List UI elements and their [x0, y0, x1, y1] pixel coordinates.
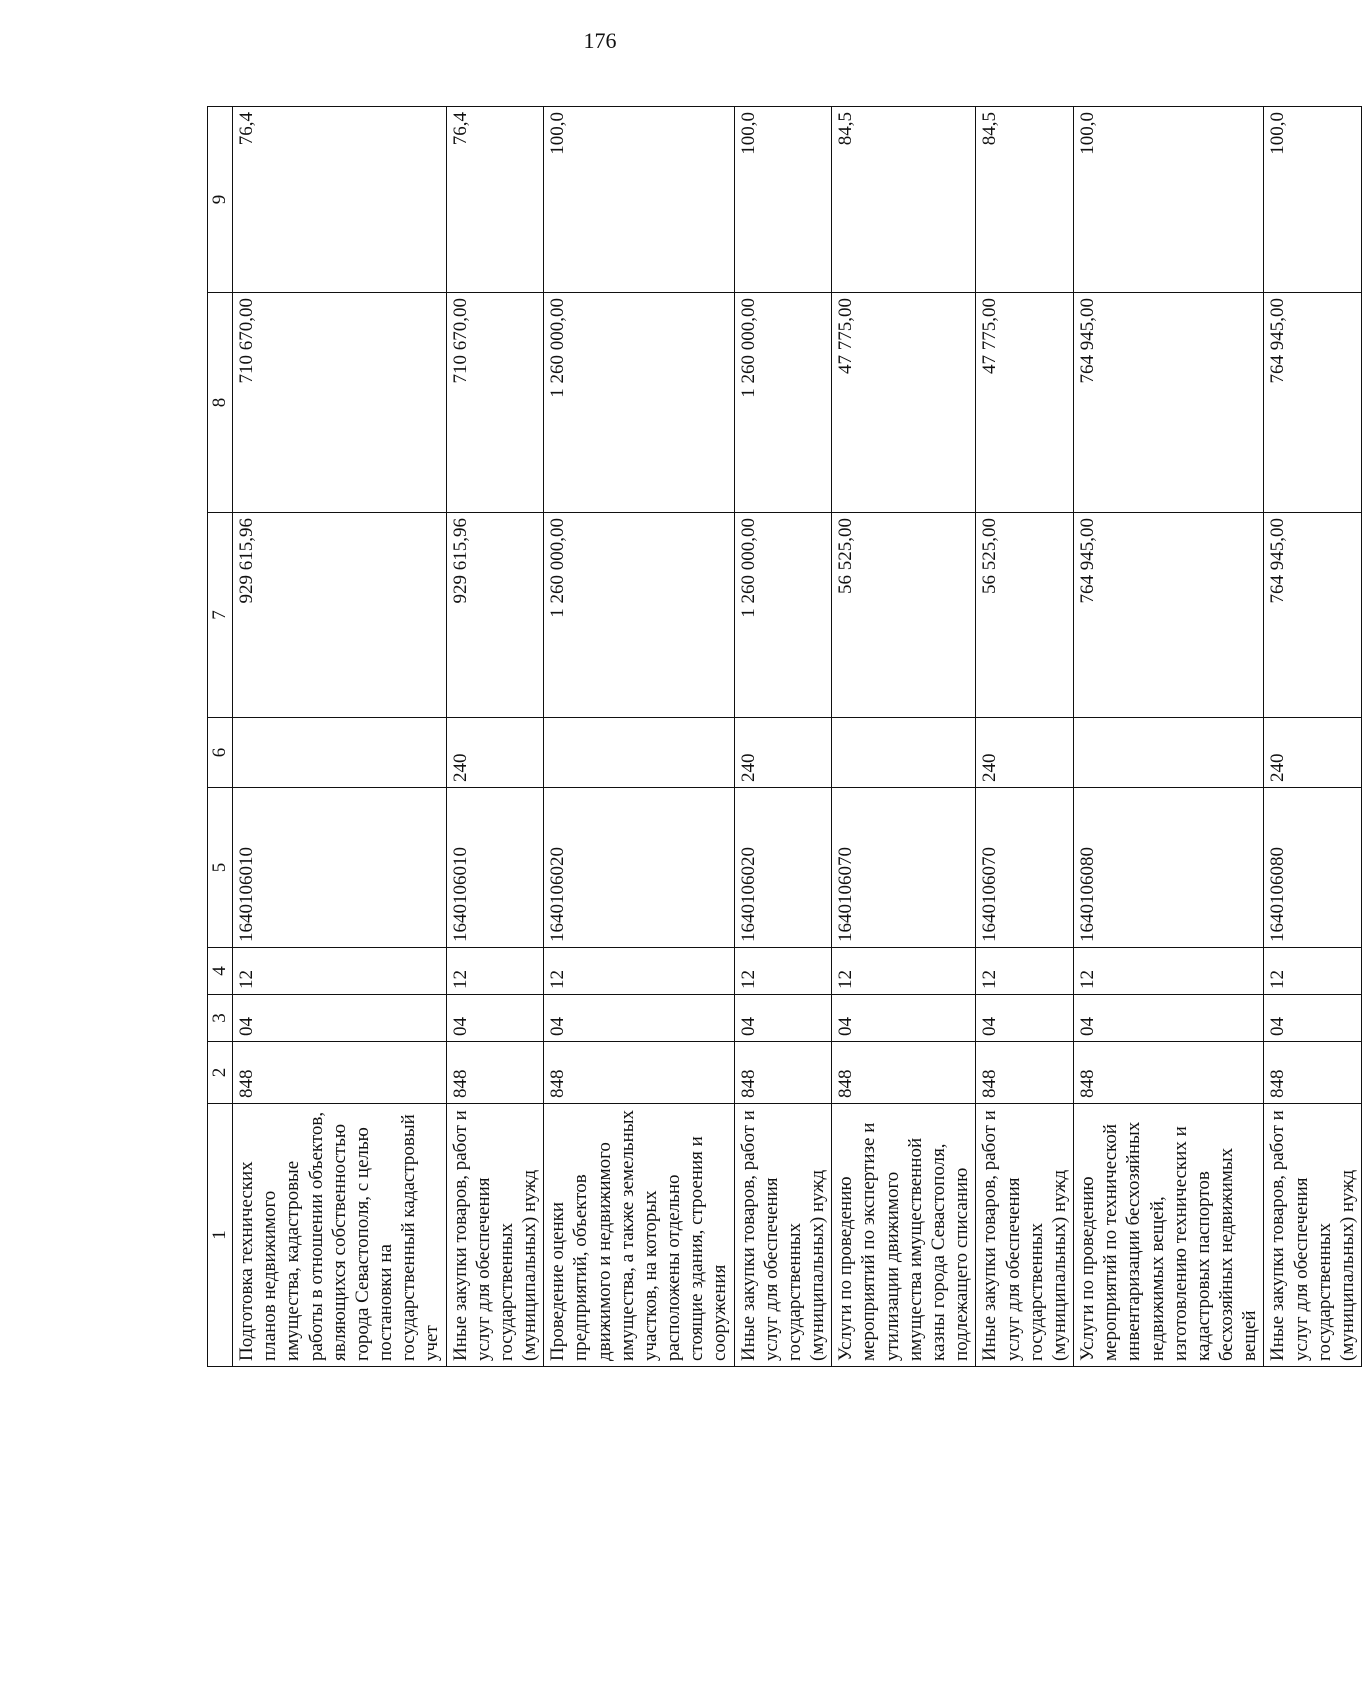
table-row [832, 107, 976, 1367]
cell-col9: 100,0 [544, 107, 734, 293]
row-description: Иные закупки товаров, работ и услуг для обеспечения государственных (муниципальных) нужд [734, 1104, 832, 1367]
table-row [446, 107, 544, 1367]
rotated-table-container [207, 107, 1358, 1367]
cell-col4: 12 [832, 948, 976, 995]
cell-col6 [1074, 718, 1264, 788]
budget-table [207, 106, 1362, 1367]
cell-col3: 04 [1074, 995, 1264, 1042]
cell-col2: 848 [446, 1042, 544, 1104]
cell-col4: 12 [233, 948, 447, 995]
cell-col4: 12 [1074, 948, 1264, 995]
row-description: Иные закупки товаров, работ и услуг для обеспечения государственных (муниципальных) нужд [446, 1104, 544, 1367]
cell-col5: 1640106070 [976, 788, 1074, 948]
cell-col8: 1 260 000,00 [734, 293, 832, 513]
cell-col4: 12 [734, 948, 832, 995]
cell-col6 [832, 718, 976, 788]
cell-col8: 47 775,00 [976, 293, 1074, 513]
cell-col9: 76,4 [446, 107, 544, 293]
cell-col7: 1 260 000,00 [544, 513, 734, 718]
cell-col2: 848 [233, 1042, 447, 1104]
cell-col3: 04 [544, 995, 734, 1042]
cell-col6: 240 [446, 718, 544, 788]
cell-col4: 12 [976, 948, 1074, 995]
cell-col9: 84,5 [976, 107, 1074, 293]
cell-col8: 764 945,00 [1074, 293, 1264, 513]
cell-col5: 1640106080 [1264, 788, 1362, 948]
cell-col7: 56 525,00 [832, 513, 976, 718]
cell-col6 [544, 718, 734, 788]
cell-col7: 1 260 000,00 [734, 513, 832, 718]
cell-col8: 47 775,00 [832, 293, 976, 513]
cell-col7: 56 525,00 [976, 513, 1074, 718]
cell-col8: 710 670,00 [233, 293, 447, 513]
cell-col5: 1640106080 [1074, 788, 1264, 948]
cell-col2: 848 [1074, 1042, 1264, 1104]
cell-col9: 100,0 [1264, 107, 1362, 293]
cell-col3: 04 [233, 995, 447, 1042]
column-header-9: 9 [208, 107, 233, 293]
cell-col3: 04 [446, 995, 544, 1042]
cell-col6: 240 [1264, 718, 1362, 788]
cell-col7: 929 615,96 [446, 513, 544, 718]
table-row [233, 107, 447, 1367]
cell-col8: 1 260 000,00 [544, 293, 734, 513]
header-row [208, 107, 233, 1367]
row-description: Проведение оценки предприятий, объектов движимого и недвижимого имущества, а также земельных участков, на которых расположены отдельно стоящие здания, строения и сооружения [544, 1104, 734, 1367]
cell-col2: 848 [976, 1042, 1074, 1104]
cell-col9: 100,0 [734, 107, 832, 293]
cell-col6: 240 [734, 718, 832, 788]
column-header-8: 8 [208, 293, 233, 513]
cell-col9: 76,4 [233, 107, 447, 293]
row-description: Иные закупки товаров, работ и услуг для обеспечения государственных (муниципальных) нужд [976, 1104, 1074, 1367]
cell-col5: 1640106070 [832, 788, 976, 948]
cell-col9: 84,5 [832, 107, 976, 293]
cell-col5: 1640106010 [233, 788, 447, 948]
table-header [208, 107, 233, 1367]
cell-col9: 100,0 [1074, 107, 1264, 293]
column-header-5: 5 [208, 788, 233, 948]
cell-col8: 764 945,00 [1264, 293, 1362, 513]
table-row [976, 107, 1074, 1367]
page-number: 176 [583, 28, 617, 53]
cell-col4: 12 [1264, 948, 1362, 995]
table-row [1264, 107, 1362, 1367]
table-row [544, 107, 734, 1367]
row-description: Услуги по проведению мероприятий по экспертизе и утилизации движимого имущества имущественной казны города Севастополя, подлежащего списанию [832, 1104, 976, 1367]
cell-col8: 710 670,00 [446, 293, 544, 513]
cell-col2: 848 [544, 1042, 734, 1104]
cell-col2: 848 [832, 1042, 976, 1104]
column-header-7: 7 [208, 513, 233, 718]
column-header-4: 4 [208, 948, 233, 995]
column-header-1: 1 [208, 1104, 233, 1367]
cell-col5: 1640106010 [446, 788, 544, 948]
table-row [734, 107, 832, 1367]
cell-col4: 12 [544, 948, 734, 995]
table-row [1074, 107, 1264, 1367]
table-body [233, 107, 1362, 1367]
column-header-2: 2 [208, 1042, 233, 1104]
cell-col5: 1640106020 [734, 788, 832, 948]
cell-col3: 04 [734, 995, 832, 1042]
column-header-3: 3 [208, 995, 233, 1042]
cell-col7: 929 615,96 [233, 513, 447, 718]
cell-col3: 04 [832, 995, 976, 1042]
cell-col3: 04 [1264, 995, 1362, 1042]
cell-col2: 848 [734, 1042, 832, 1104]
cell-col6 [233, 718, 447, 788]
row-description: Подготовка технических планов недвижимого имущества, кадастровые работы в отношении объектов, являющихся собственностью города Севастополя, с целью постановки на государственный кадастровый учет [233, 1104, 447, 1367]
cell-col7: 764 945,00 [1074, 513, 1264, 718]
cell-col6: 240 [976, 718, 1074, 788]
column-header-6: 6 [208, 718, 233, 788]
cell-col3: 04 [976, 995, 1074, 1042]
cell-col5: 1640106020 [544, 788, 734, 948]
row-description: Услуги по проведению мероприятий по технической инвентаризации бесхозяйных недвижимых вещей, изготовлению технических и кадастровых паспортов бесхозяйных недвижимых вещей [1074, 1104, 1264, 1367]
cell-col2: 848 [1264, 1042, 1362, 1104]
cell-col7: 764 945,00 [1264, 513, 1362, 718]
cell-col4: 12 [446, 948, 544, 995]
row-description: Иные закупки товаров, работ и услуг для обеспечения государственных (муниципальных) нужд [1264, 1104, 1362, 1367]
